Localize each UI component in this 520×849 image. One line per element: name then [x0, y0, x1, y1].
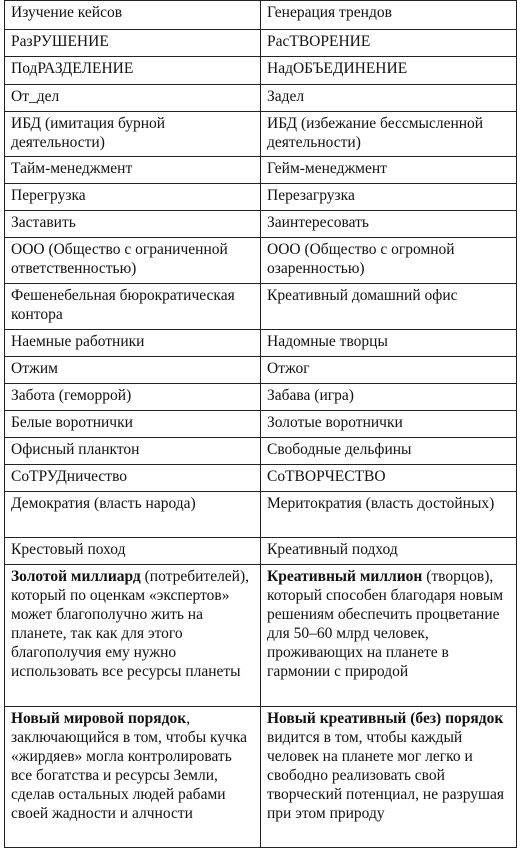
table-row [5, 707, 517, 848]
cell-bold-lead: Креативный миллион [267, 568, 423, 585]
table-cell-left: ИБД (имитация бурной деятельности) [5, 112, 261, 157]
table-cell-left: От_дел [5, 85, 261, 112]
table-row [5, 112, 517, 157]
table-cell-right: Забава (игра) [261, 384, 517, 411]
table-cell-left: Крестовый поход [5, 538, 261, 565]
table-cell-right: Меритократия (власть достойных) [261, 492, 517, 538]
table-cell-left: ООО (Общество с ограниченной ответственностью) [5, 238, 261, 284]
table-row [5, 565, 517, 707]
table-cell-left: Наемные работники [5, 330, 261, 357]
table-cell-left: Белые воротнички [5, 411, 261, 438]
table-cell-left: Демократия (власть народа) [5, 492, 261, 538]
table-cell-right: Генерация трендов [261, 1, 517, 30]
table-cell-left: СоТРУДничество [5, 465, 261, 492]
table-row [5, 465, 517, 492]
table-row [5, 330, 517, 357]
table-row [5, 184, 517, 211]
table-cell-right: Надомные творцы [261, 330, 517, 357]
table-row [5, 538, 517, 565]
table-row [5, 492, 517, 538]
table-cell-right: ИБД (избежание бессмысленной деятельности) [261, 112, 517, 157]
cell-bold-lead: Золотой миллиард [11, 568, 141, 585]
table-cell-right: РасТВОРЕНИЕ [261, 30, 517, 57]
cell-bold-lead: Новый мировой порядок [11, 710, 187, 727]
cell-text: (творцов), который способен благодаря новым решениям обеспечить процветание для 50–60 млрд человек, проживающих на планете в гармонии с природой [267, 568, 504, 680]
cell-text: видится в том, чтобы каждый человек на планете мог легко и свободно реализовать свой творческий потенциал, не разрушая при этом природу [267, 729, 504, 822]
table-row [5, 238, 517, 284]
table-cell-left: Тайм-менеджмент [5, 157, 261, 184]
table-row [5, 411, 517, 438]
table-row [5, 211, 517, 238]
cell-bold-lead: Новый креативный (без) порядок [267, 710, 504, 727]
table-cell-right: Свободные дельфины [261, 438, 517, 465]
cell-text: , заключающийся в том, чтобы кучка «жирдяев» могла контролировать все богатства и ресурсы Земли, сделав остальных людей рабами своей жадности и алчности [11, 710, 248, 822]
table-row [5, 284, 517, 330]
table-cell-left [5, 707, 261, 848]
table-cell-left: Забота (геморрой) [5, 384, 261, 411]
table-cell-right: Гейм-менеджмент [261, 157, 517, 184]
table-row [5, 384, 517, 411]
table-cell-left: Офисный планктон [5, 438, 261, 465]
table-cell-right: НадОБЪЕДИНЕНИЕ [261, 57, 517, 85]
table-row [5, 1, 517, 30]
table-cell-right: ООО (Общество с огромной озаренностью) [261, 238, 517, 284]
table-cell-right: Креативный подход [261, 538, 517, 565]
table-cell-left: Фешенебельная бюрократическая контора [5, 284, 261, 330]
table-row [5, 57, 517, 85]
table-cell-right [261, 707, 517, 848]
table-row [5, 157, 517, 184]
table-cell-right: Отжог [261, 357, 517, 384]
table-cell-left: Изучение кейсов [5, 1, 261, 30]
comparison-table [4, 0, 517, 848]
table-cell-right: Заинтересовать [261, 211, 517, 238]
table-cell-right: Задел [261, 85, 517, 112]
table-cell-right [261, 565, 517, 707]
table-row [5, 85, 517, 112]
table-row [5, 30, 517, 57]
table-cell-left: Заставить [5, 211, 261, 238]
table-cell-left: ПодРАЗДЕЛЕНИЕ [5, 57, 261, 85]
table-cell-left: Отжим [5, 357, 261, 384]
table-cell-right: СоТВОРЧЕСТВО [261, 465, 517, 492]
table-row [5, 438, 517, 465]
cell-text: (потребителей), который по оценкам «экспертов» может благополучно жить на планете, так как для этого благополучия ему нужно использовать все ресурсы планеты [11, 568, 250, 680]
table-cell-left: РазРУШЕНИЕ [5, 30, 261, 57]
table-row [5, 357, 517, 384]
table-cell-right: Золотые воротнички [261, 411, 517, 438]
table-cell-right: Перезагрузка [261, 184, 517, 211]
table-cell-right: Креативный домашний офис [261, 284, 517, 330]
table-cell-left: Перегрузка [5, 184, 261, 211]
table-cell-left [5, 565, 261, 707]
